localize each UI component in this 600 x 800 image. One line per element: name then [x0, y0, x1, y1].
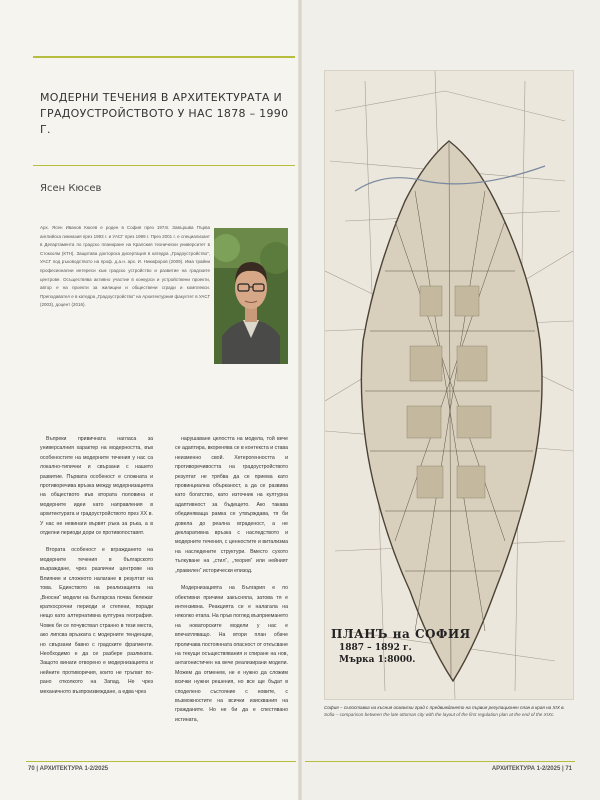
col2-paragraph-2: Модернизацията на България е по обективни причини закъсняла, затова тя е интензивна. Реакцията се е налагала на няколко етапа. На пръв поглед възприемането на новаторските модели у нас е впечатляващо. На втори план обаче проличава постоянната опасност от откъсване на текущи осъществявания и спиране на нов, антагонистичен на вече реализирани модели. Можем да отменем, не е нужно да сложим всички нужни решения, но все ще бъдат в споделено състояние с новите, с възможностите на всички изисквания на гражданите. Но не би да е спестявано истината,: [175, 585, 288, 723]
page-gutter: [298, 0, 302, 800]
city-plan-map: [324, 70, 574, 700]
folio-left: 70 | АРХИТЕКТУРА 1-2/2025: [28, 766, 109, 772]
body-column-2: [175, 435, 288, 733]
map-caption: [324, 704, 574, 718]
col2-paragraph-1: нарушаване целостта на модела, той вече се адаптира, вкоренява се в контекста и става неизменно свой. Хетерогенността и противоречивостта на градоустройството резултат не трябва да се приема като провинциална обърканост, а да се развива като богатство, като източник на културна адаптивност за бъдещето. Ако такава обединяваща рамка се утвърждава, тя би довела до реална вграденост, а не декларативна връзка с наследството и модерните течения, с ценностите и витализма на наследените структури. Вместо сухото тълкуване на „стил“, „теория“ или нейният „правилен“ исторически епизод.: [175, 436, 288, 574]
author-bio: Арх. Ясен Иванов Кюсев е роден в София през 1974г. Завършва Първа английска гимназия през 1993 г. и УАСГ през 1999 г. През 2001 г. е специализант в Департамента по градско планиране на Кралския технически университет в Стокхолм (КТН). Защитава докторска дисертация в катедра „Градоустройство“, УАСГ под ръководството на проф. д.а.н. арх. И. Никифоров (2009). Има трайни професионални интереси към градско устройство и развитие на градските центрове. Осъществява активно участие в конкурси и устройствени проекти, автор е на проекти за жилищни и обществени сгради и комплекси. Преподавател е в катедра „Градоустройство“ на Архитектурния факултет в УАСГ (2003), доцент (2016).: [40, 225, 211, 308]
map-drawing: [325, 71, 573, 699]
map-title: ПЛАНЪ на СОФИЯ: [331, 627, 471, 641]
col1-paragraph-1: Въпреки привичната нагласа за универсалния характер на модерността, във особеностите на модерните течения у нас са локално-типични и свързани с нашето развитие. Първата особеност е сложната и противоречива връзка между модернизацията на обществото във втората половина и модерните идеи като направления в архитектурата и градоустройството през XX в. У нас не невинаги вървят ръка за ръка, а в отделни периоди дори се противопоставят.: [40, 436, 153, 537]
title-rule: [33, 56, 295, 58]
map-scale: Мърка 1:8000.: [339, 655, 416, 665]
footer-rule-right: [305, 761, 575, 762]
article-author: Ясен Кюсев: [40, 183, 102, 194]
caption-bg: София – съпоставка на късния османски град с предвиждането на първия регулационен план в края на XIX в.: [324, 705, 565, 710]
author-rule: [33, 165, 295, 166]
author-photo: [214, 228, 288, 364]
map-dates: 1887 – 1892 г.: [339, 643, 412, 653]
footer-rule-left: [26, 761, 296, 762]
col1-paragraph-2: Втората особеност е вграждането на модерните течения в българското възраждане, чрез различни центрове на Влияние и сложното налагане в резултат на това. Единството на реализацията на „Вносни“ модели на българска почва бележат краткосрочни периоди и степени, поради нещо като алтернативна културна география. Човек би се почувствал странно в тези места, ако липсва връзката с модерните тенденции, но свързани бавно с градските фрагменти. Необходимо е да се разбере разликата. Защото винаги отворено е модернизацията и нейните противоречия, които не тръгват по-рано отколкото на Запад. Нe чрез механичното възпроизвеждане, а едва чрез: [40, 547, 153, 695]
caption-en: Sofia – comparison between the late ottoman city with the layout of the first regulation plan at the end of the XIXc.: [324, 712, 555, 717]
body-column-1: [40, 435, 153, 705]
folio-right: АРХИТЕКТУРА 1-2/2025 | 71: [491, 766, 572, 772]
article-title: МОДЕРНИ ТЕЧЕНИЯ В АРХИТЕКТУРАТА И ГРАДОУСТРОЙСТВОТО У НАС 1878 – 1990 Г.: [40, 91, 289, 136]
